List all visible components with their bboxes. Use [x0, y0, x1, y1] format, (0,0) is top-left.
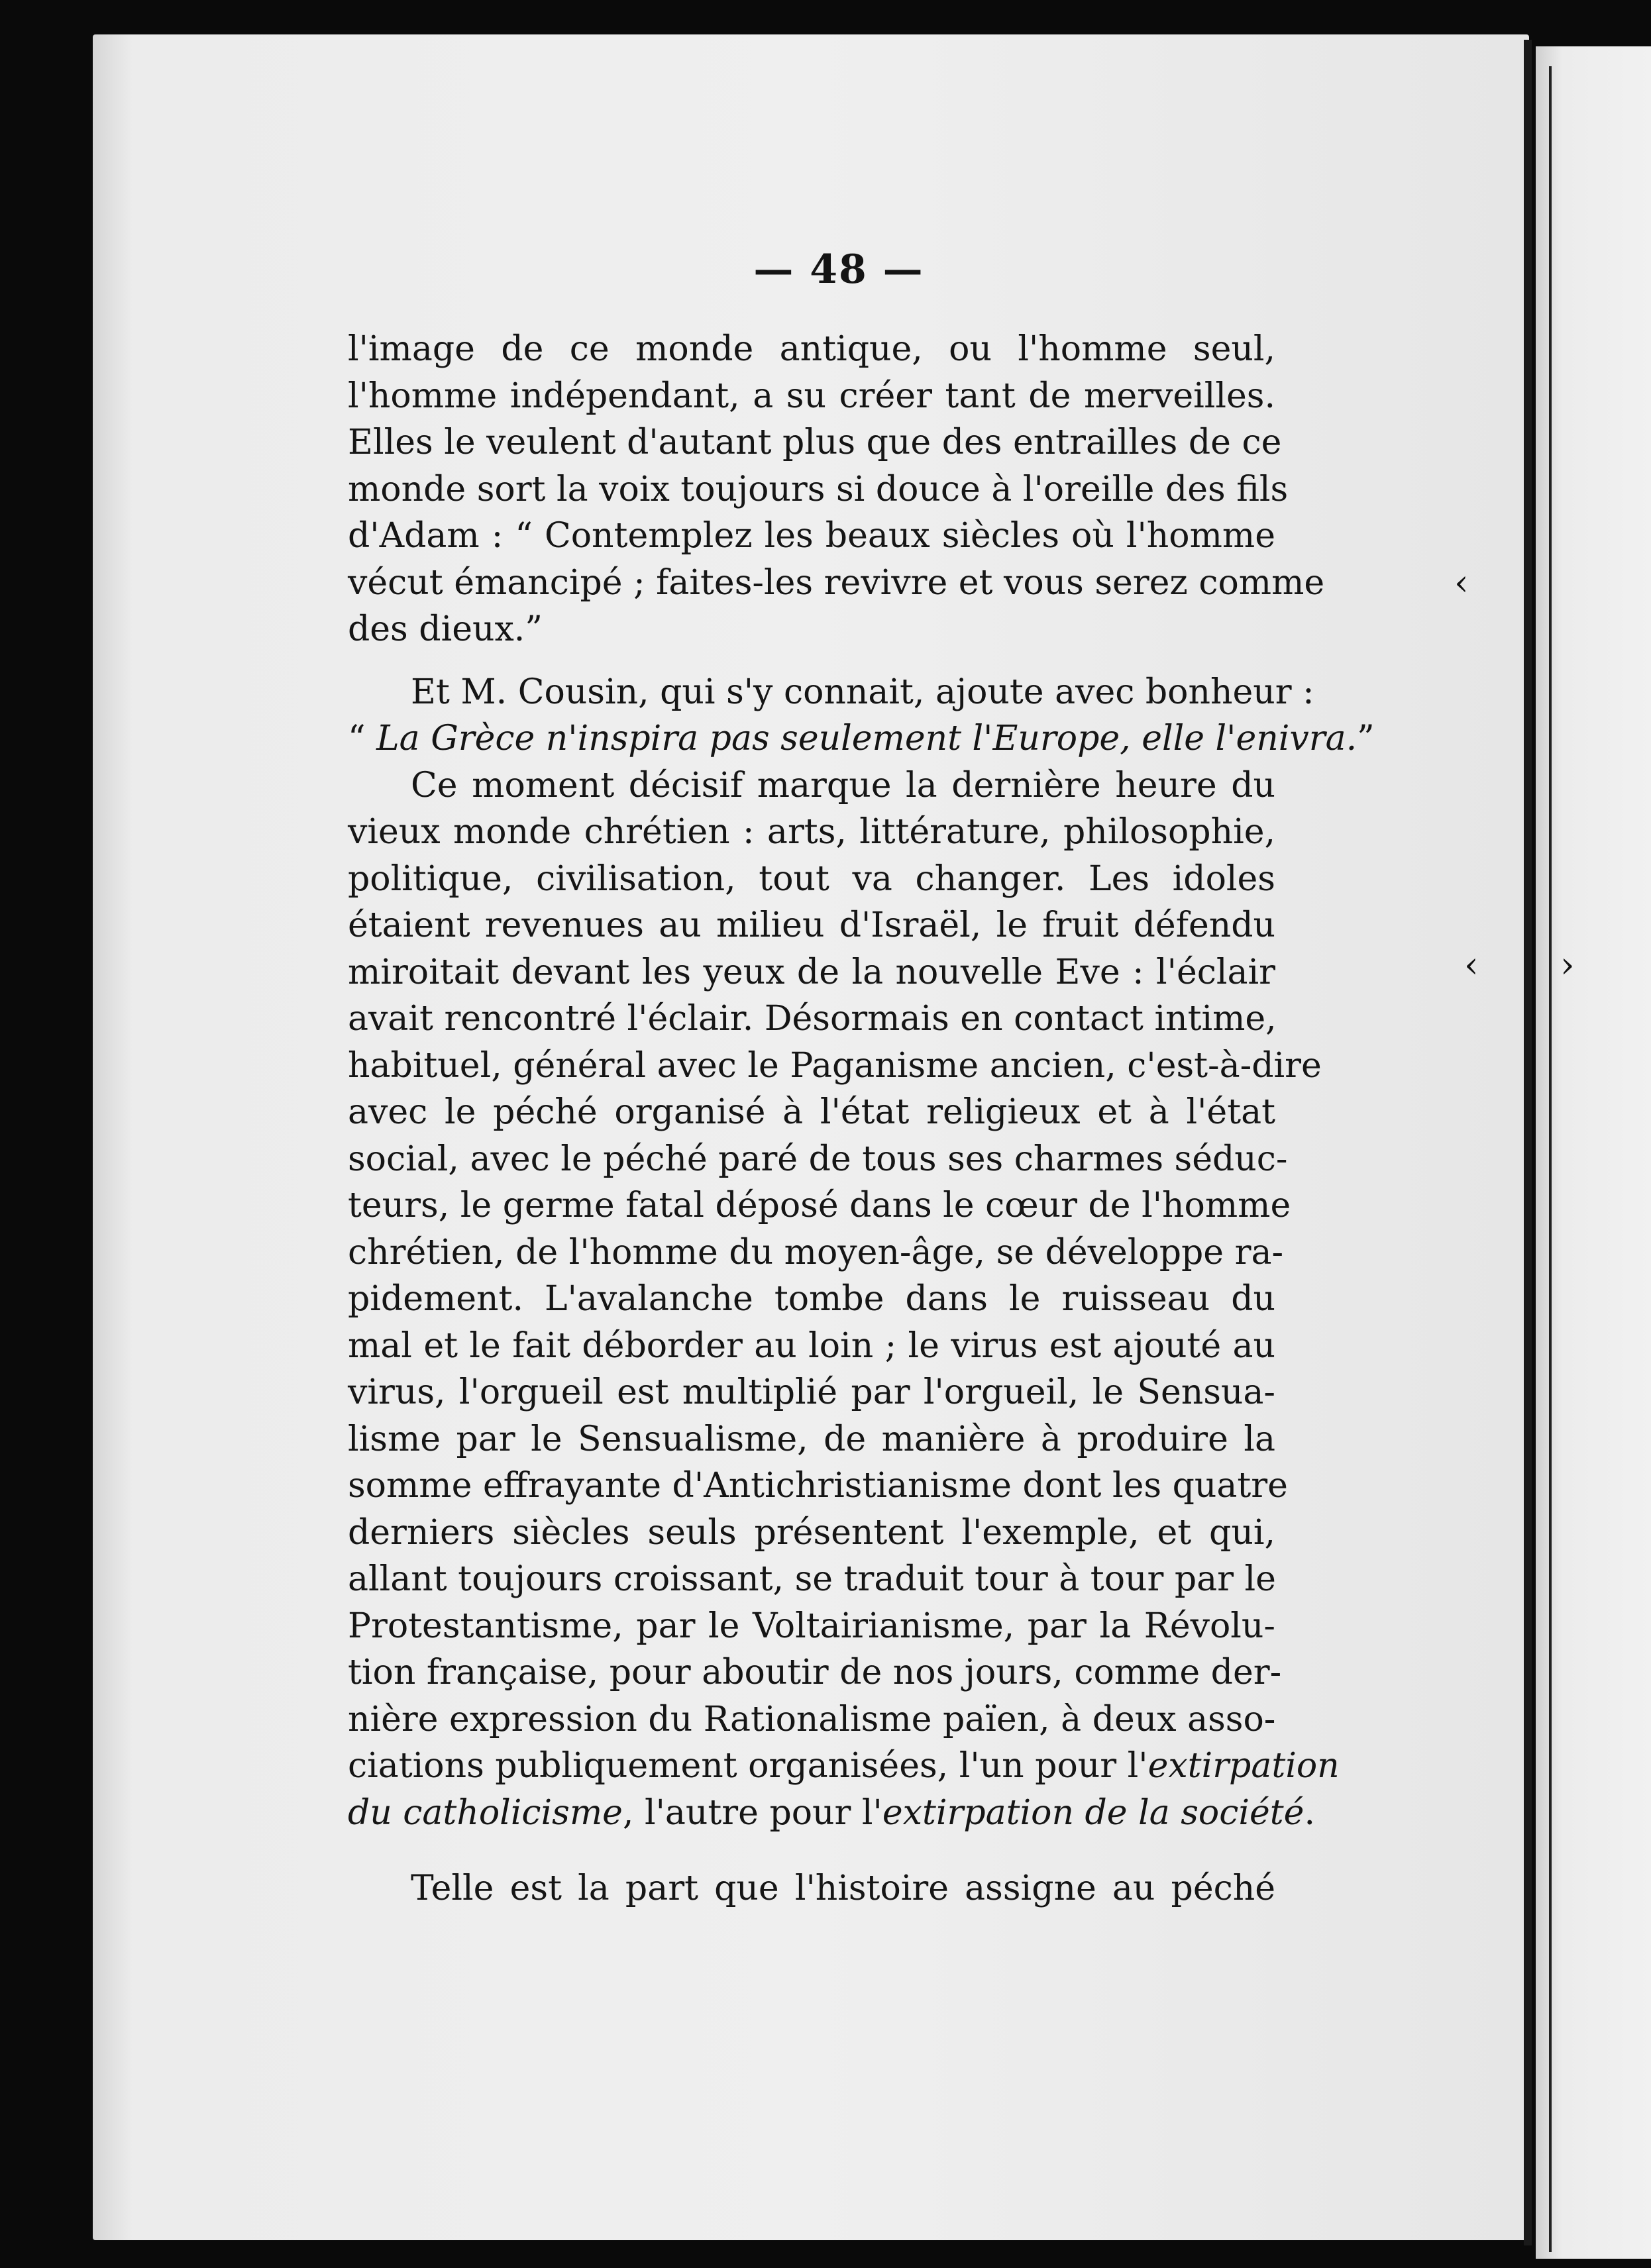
- margin-mark: ‹: [1454, 562, 1469, 603]
- text-line: [348, 1790, 1315, 1837]
- text-run: , l'autre pour l': [622, 1792, 882, 1833]
- text-line: virus, l'orgueil est multiplié par l'orgueil, le Sensua-: [348, 1372, 1275, 1412]
- text-line: somme effrayante d'Antichristianisme dont les quatre: [348, 1466, 1288, 1506]
- body-text: [348, 326, 1375, 1912]
- text-line: avait rencontré l'éclair. Désormais en contact intime,: [348, 999, 1277, 1039]
- text-line: miroitait devant les yeux de la nouvelle Eve : l'éclair: [348, 952, 1275, 992]
- text-line: vécut émancipé ; faites-les revivre et vous serez comme: [348, 562, 1325, 603]
- text-line: Elles le veulent d'autant plus que des entrailles de ce: [348, 423, 1282, 462]
- text-line: [348, 1743, 1340, 1790]
- italic-run: du catholicisme: [348, 1792, 623, 1833]
- margin-mark: ‹: [1464, 944, 1479, 986]
- text-line: Telle est la part que l'histoire assigne au péché: [411, 1869, 1275, 1908]
- close-quote: ”: [1357, 719, 1375, 758]
- text-line: l'image de ce monde antique, ou l'homme seul,: [348, 329, 1275, 369]
- text-run: ciations publiquement organisées, l'un pour l': [348, 1746, 1148, 1786]
- text-line: nière expression du Rationalisme païen, à deux asso-: [348, 1699, 1276, 1739]
- text-line: d'Adam : “ Contemplez les beaux siècles où l'homme: [348, 516, 1275, 556]
- text-line: derniers siècles seuls présentent l'exemple, et qui,: [348, 1512, 1275, 1553]
- italic-run: extirpation: [1147, 1746, 1340, 1786]
- paragraph-gap: [348, 1836, 1275, 1865]
- italic-quotation: La Grèce n'inspira pas seulement l'Europe, elle l'enivra.: [376, 719, 1358, 758]
- text-line: l'homme indépendant, a su créer tant de merveilles.: [348, 376, 1275, 416]
- text-line: avec le péché organisé à l'état religieux et à l'état: [348, 1092, 1275, 1132]
- page-gutter-edge: [1524, 40, 1532, 2245]
- text-line: allant toujours croissant, se traduit tour à tour par le: [348, 1559, 1276, 1599]
- text-line: Ce moment décisif marque la dernière heure du: [411, 765, 1275, 805]
- italic-run: extirpation de la société: [882, 1792, 1305, 1833]
- text-line: mal et le fait déborder au loin ; le virus est ajouté au: [348, 1325, 1275, 1366]
- text-line: vieux monde chrétien : arts, littérature, philosophie,: [348, 812, 1275, 852]
- text-line: chrétien, de l'homme du moyen-âge, se développe ra-: [348, 1232, 1284, 1272]
- text-run: .: [1304, 1792, 1315, 1833]
- text-line: teurs, le germe fatal déposé dans le cœur de l'homme: [348, 1186, 1291, 1225]
- text-line: étaient revenues au milieu d'Israël, le fruit défendu: [348, 905, 1275, 945]
- text-line: Et M. Cousin, qui s'y connait, ajoute avec bonheur :: [411, 672, 1314, 712]
- text-line: tion française, pour aboutir de nos jours, comme der-: [348, 1653, 1282, 1692]
- binding-rule: [1549, 66, 1552, 2252]
- text-line: Protestantisme, par le Voltairianisme, par la Révolu-: [348, 1606, 1275, 1646]
- text-line: habituel, général avec le Paganisme ancien, c'est-à-dire: [348, 1045, 1322, 1086]
- text-line: monde sort la voix toujours si douce à l'oreille des fils: [348, 469, 1289, 509]
- text-line: social, avec le péché paré de tous ses charmes séduc-: [348, 1139, 1288, 1179]
- margin-mark: ›: [1560, 944, 1575, 986]
- text-line: lisme par le Sensualisme, de manière à produire la: [348, 1419, 1275, 1459]
- text-line: pidement. L'avalanche tombe dans le ruisseau du: [348, 1279, 1275, 1319]
- quote-line: [348, 715, 1375, 762]
- page-number: — 48 —: [753, 246, 924, 293]
- open-quote: “: [348, 719, 377, 758]
- paragraph-gap: [348, 653, 1275, 669]
- text-line: politique, civilisation, tout va changer. Les idoles: [348, 858, 1275, 899]
- text-line: des dieux.”: [348, 609, 543, 649]
- adjacent-page: [1536, 46, 1651, 2259]
